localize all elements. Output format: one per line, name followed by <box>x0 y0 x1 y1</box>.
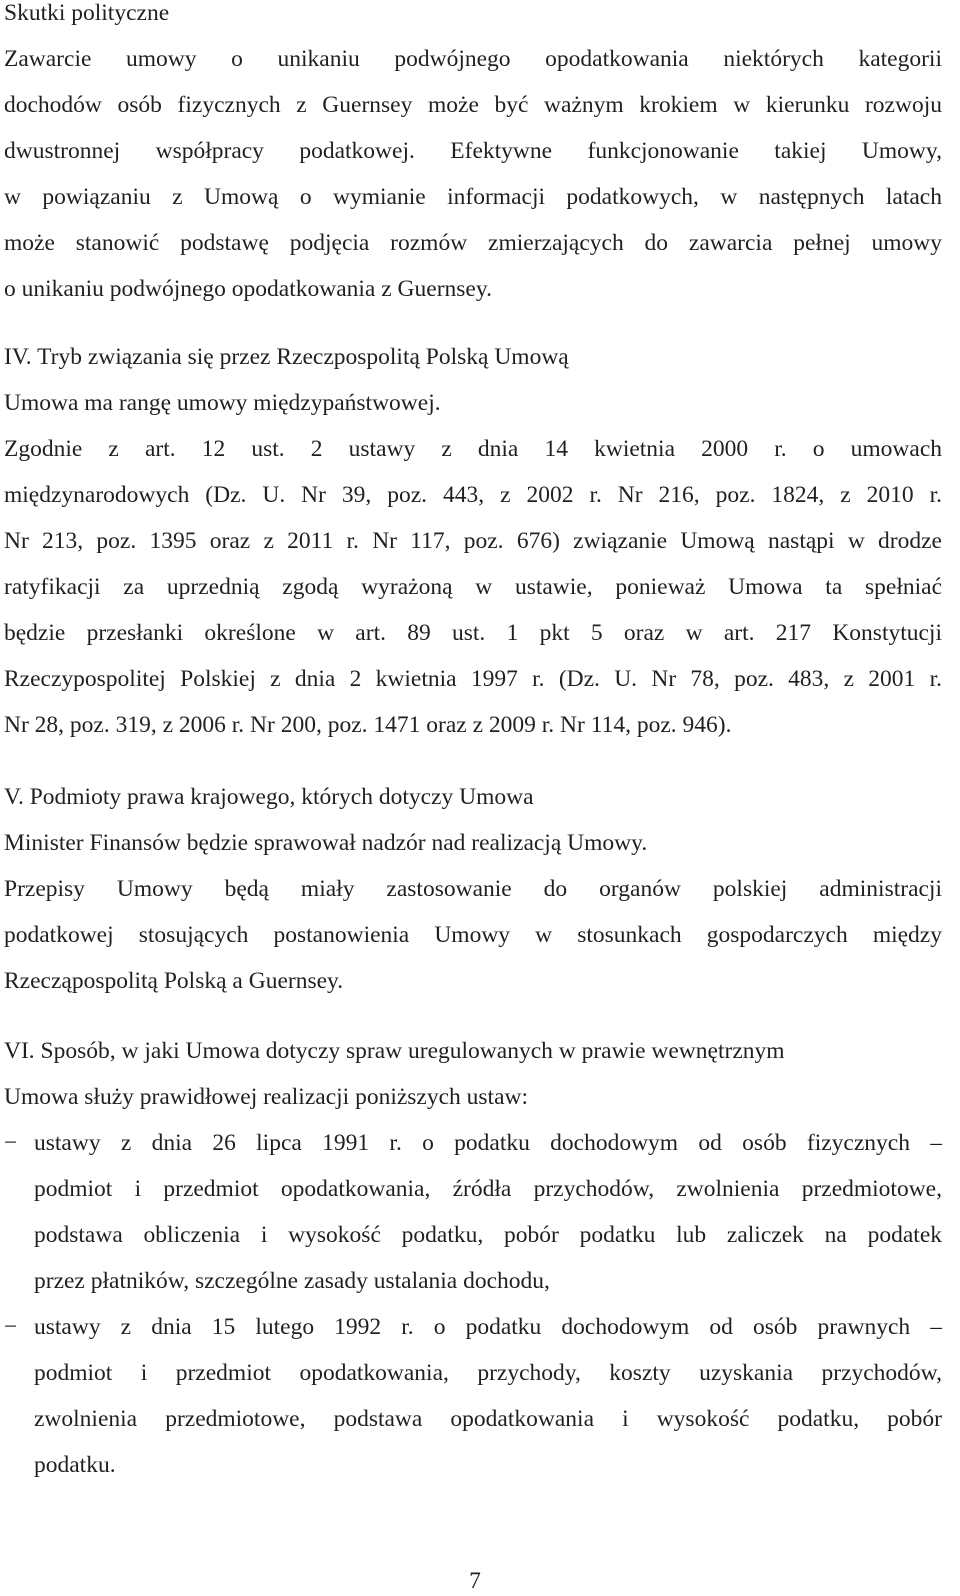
list-item-line: podmiot i przedmiot opodatkowania, źródła przychodów, zwolnienia przedmiotowe, <box>34 1176 942 1202</box>
list-bullet: − <box>4 1314 18 1340</box>
list-item-line: przez płatników, szczególne zasady ustalania dochodu, <box>34 1268 550 1294</box>
paragraph-line: Nr 28, poz. 319, z 2006 r. Nr 200, poz. 1471 oraz z 2009 r. Nr 114, poz. 946). <box>4 712 732 738</box>
list-item-line: zwolnienia przedmiotowe, podstawa opodatkowania i wysokość podatku, pobór <box>34 1406 942 1432</box>
paragraph-line: Zgodnie z art. 12 ust. 2 ustawy z dnia 14 kwietnia 2000 r. o umowach <box>4 436 942 462</box>
paragraph-line: Umowa ma rangę umowy międzypaństwowej. <box>4 390 441 416</box>
paragraph-line: dochodów osób fizycznych z Guernsey może być ważnym krokiem w kierunku rozwoju <box>4 92 942 118</box>
paragraph-line: będzie przesłanki określone w art. 89 ust. 1 pkt 5 oraz w art. 217 Konstytucji <box>4 620 942 646</box>
list-item-line: ustawy z dnia 15 lutego 1992 r. o podatku dochodowym od osób prawnych – <box>34 1314 942 1340</box>
paragraph-line: Rzecząpospolitą Polską a Guernsey. <box>4 968 344 994</box>
paragraph-line: Przepisy Umowy będą miały zastosowanie do organów polskiej administracji <box>4 876 942 902</box>
paragraph-line: Umowa służy prawidłowej realizacji poniższych ustaw: <box>4 1084 529 1110</box>
list-bullet: − <box>4 1130 18 1156</box>
section-heading-vi: VI. Sposób, w jaki Umowa dotyczy spraw uregulowanych w prawie wewnętrznym <box>4 1038 785 1064</box>
paragraph-line: ratyfikacji za uprzednią zgodą wyrażoną w ustawie, ponieważ Umowa ta spełniać <box>4 574 942 600</box>
paragraph-line: o unikaniu podwójnego opodatkowania z Guernsey. <box>4 276 492 302</box>
paragraph-line: międzynarodowych (Dz. U. Nr 39, poz. 443, z 2002 r. Nr 216, poz. 1824, z 2010 r. <box>4 482 942 508</box>
paragraph-line: Minister Finansów będzie sprawował nadzór nad realizacją Umowy. <box>4 830 648 856</box>
paragraph-line: Zawarcie umowy o unikaniu podwójnego opodatkowania niektórych kategorii <box>4 46 942 72</box>
list-item-line: podatku. <box>34 1452 116 1478</box>
list-item-line: podstawa obliczenia i wysokość podatku, pobór podatku lub zaliczek na podatek <box>34 1222 942 1248</box>
paragraph-line: dwustronnej współpracy podatkowej. Efektywne funkcjonowanie takiej Umowy, <box>4 138 942 164</box>
paragraph-line: w powiązaniu z Umową o wymianie informacji podatkowych, w następnych latach <box>4 184 942 210</box>
paragraph-line: Rzeczypospolitej Polskiej z dnia 2 kwietnia 1997 r. (Dz. U. Nr 78, poz. 483, z 2001 r. <box>4 666 942 692</box>
section-heading-iv: IV. Tryb związania się przez Rzeczpospolitą Polską Umową <box>4 344 569 370</box>
list-item-line: ustawy z dnia 26 lipca 1991 r. o podatku dochodowym od osób fizycznych – <box>34 1130 942 1156</box>
page-number: 7 <box>469 1568 481 1594</box>
section-heading-political: Skutki polityczne <box>4 0 170 26</box>
paragraph-line: Nr 213, poz. 1395 oraz z 2011 r. Nr 117, poz. 676) związanie Umową nastąpi w drodze <box>4 528 942 554</box>
section-heading-v: V. Podmioty prawa krajowego, których dotyczy Umowa <box>4 784 534 810</box>
list-item-line: podmiot i przedmiot opodatkowania, przychody, koszty uzyskania przychodów, <box>34 1360 942 1386</box>
paragraph-line: podatkowej stosujących postanowienia Umowy w stosunkach gospodarczych między <box>4 922 942 948</box>
paragraph-line: może stanowić podstawę podjęcia rozmów zmierzających do zawarcia pełnej umowy <box>4 230 942 256</box>
